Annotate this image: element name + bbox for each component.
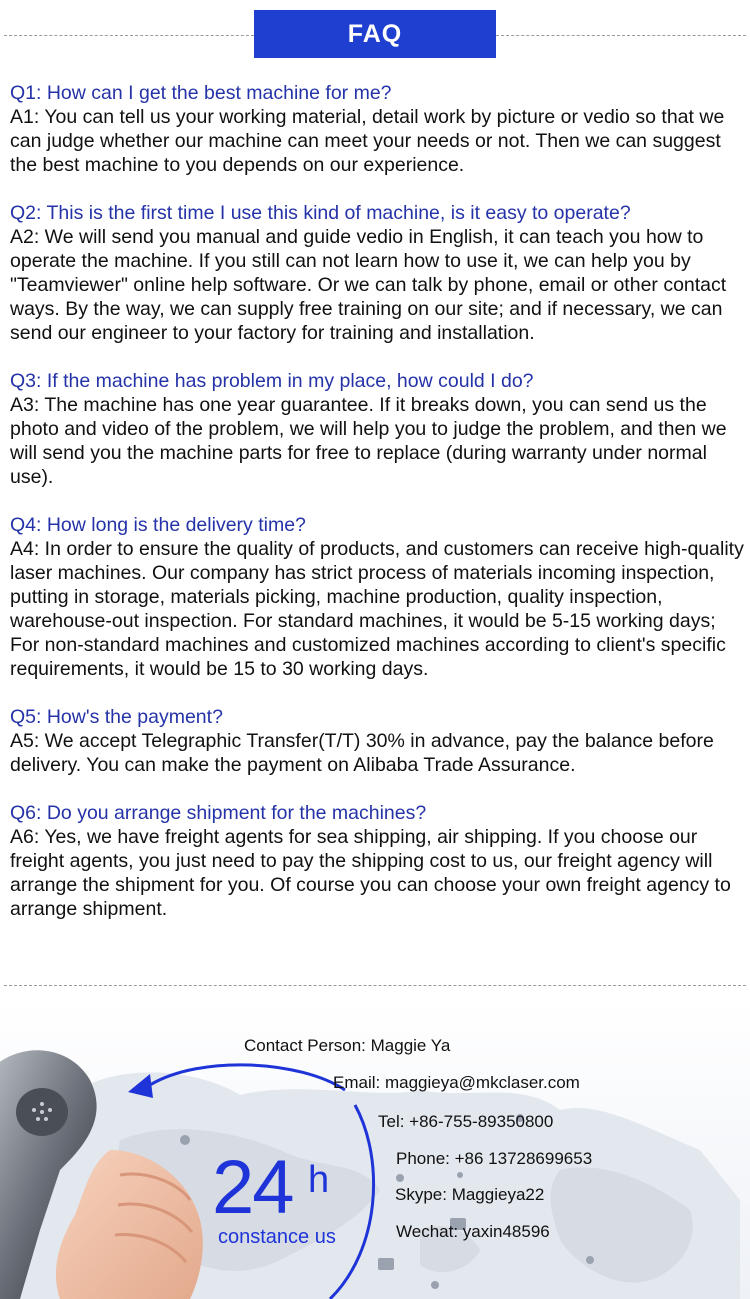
faq-item — [10, 513, 745, 681]
faq-item — [10, 201, 745, 345]
contact-email[interactable]: Email: maggieya@mkclaser.com — [333, 1073, 580, 1092]
faq-list — [10, 81, 745, 945]
contact-phone[interactable]: Phone: +86 13728699653 — [396, 1149, 593, 1168]
faq-answer: A6: Yes, we have freight agents for sea shipping, air shipping. If you choose our freight agents, you just need to pay the shipping cost to us, our freight agency will arrange the shipment for you. Of course you can choose your own freight agency to arrange shipment. — [10, 826, 731, 920]
header-divider-right — [496, 35, 746, 36]
badge-hours: 24 — [212, 1145, 293, 1230]
faq-question: Q5: How's the payment? — [10, 706, 223, 728]
section-divider — [4, 985, 746, 986]
badge-caption: constance us — [218, 1226, 336, 1248]
contact-tel[interactable]: Tel: +86-755-89350800 — [378, 1112, 554, 1131]
contact-banner — [0, 1000, 750, 1299]
faq-item — [10, 801, 745, 921]
faq-question: Q1: How can I get the best machine for me? — [10, 82, 392, 104]
contact-person: Contact Person: Maggie Ya — [244, 1036, 451, 1055]
faq-item — [10, 81, 745, 177]
contact-skype[interactable]: Skype: Maggieya22 — [395, 1185, 545, 1204]
faq-question: Q2: This is the first time I use this kind of machine, is it easy to operate? — [10, 202, 631, 224]
faq-item — [10, 705, 745, 777]
faq-question: Q3: If the machine has problem in my place, how could I do? — [10, 370, 534, 392]
header-divider-left — [4, 35, 254, 36]
faq-question: Q4: How long is the delivery time? — [10, 514, 306, 536]
faq-title: FAQ — [254, 10, 496, 58]
contact-wechat[interactable]: Wechat: yaxin48596 — [396, 1222, 550, 1241]
faq-answer: A4: In order to ensure the quality of products, and customers can receive high-quality laser machines. Our company has strict process of materials incoming inspection, putting in storage, materials picking, machine production, quality inspection, warehouse-out inspection. For standard machines, it would be 5-15 working days; For non-standard machines and customized machines according to client's specific requirements, it would be 15 to 30 working days. — [10, 538, 744, 680]
badge-hours-unit: h — [308, 1159, 330, 1201]
faq-header — [0, 0, 750, 70]
faq-answer: A2: We will send you manual and guide vedio in English, it can teach you how to operate the machine. If you still can not learn how to use it, we can help you by "Teamviewer" online help software. Or we can talk by phone, email or other contact ways. By the way, we can supply free training on our site; and if necessary, we can send our engineer to your factory for training and installation. — [10, 226, 727, 344]
faq-answer: A5: We accept Telegraphic Transfer(T/T) 30% in advance, pay the balance before delivery. You can make the payment on Alibaba Trade Assurance. — [10, 730, 714, 776]
faq-question: Q6: Do you arrange shipment for the machines? — [10, 802, 427, 824]
faq-item — [10, 369, 745, 489]
faq-answer: A1: You can tell us your working material, detail work by picture or vedio so that we can judge whether our machine can meet your needs or not. Then we can suggest the best machine to you depends on our experience. — [10, 106, 725, 176]
faq-answer: A3: The machine has one year guarantee. If it breaks down, you can send us the photo and video of the problem, we will help you to judge the problem, and then we will send you the machine parts for free to replace (during warranty under normal use). — [10, 394, 727, 488]
